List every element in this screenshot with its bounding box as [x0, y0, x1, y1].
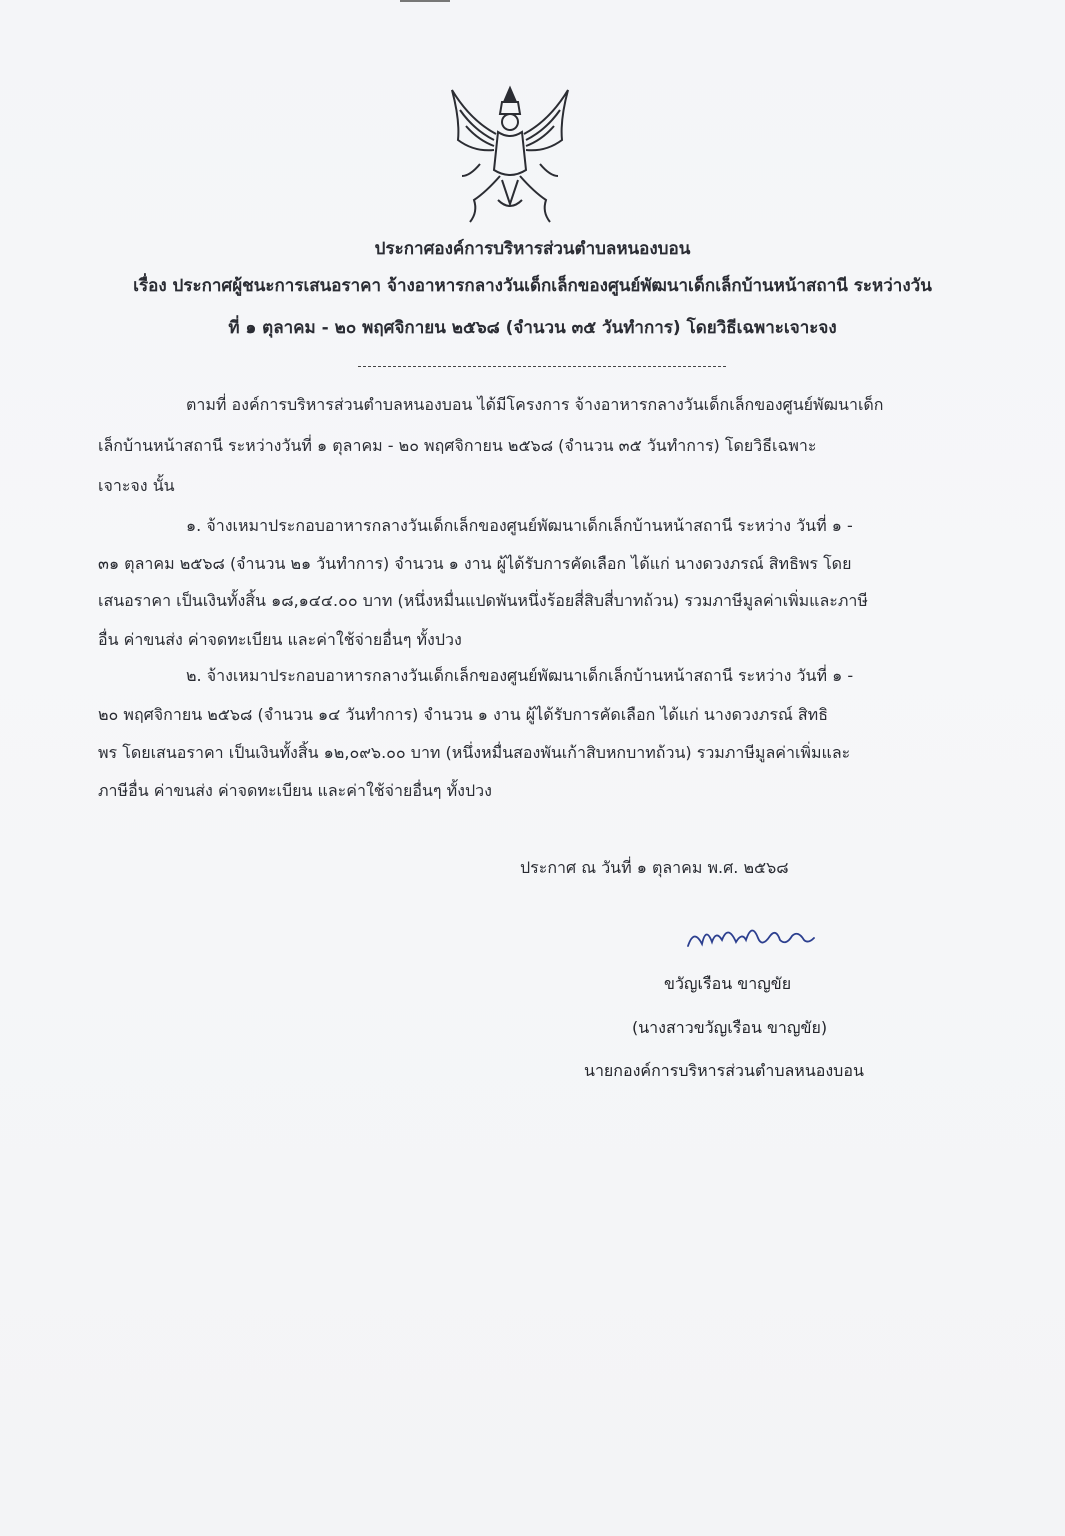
body-line: เจาะจง นั้น	[98, 476, 175, 495]
item-2-line: ภาษีอื่น ค่าขนส่ง ค่าจดทะเบียน และค่าใช้จ่ายอื่นๆ ทั้งปวง	[98, 781, 492, 800]
item-2-line: ๒๐ พฤศจิกายน ๒๕๖๘ (จำนวน ๑๔ วันทำการ) จำนวน ๑ งาน ผู้ได้รับการคัดเลือก ได้แก่ นางดวงภรณ์ สิทธิ	[98, 705, 828, 724]
item-1-line: ๑. จ้างเหมาประกอบอาหารกลางวันเด็กเล็กของศูนย์พัฒนาเด็กเล็กบ้านหน้าสถานี ระหว่าง วันที่ ๑ -	[186, 516, 853, 535]
item-1-line: ๓๑ ตุลาคม ๒๕๖๘ (จำนวน ๒๑ วันทำการ) จำนวน ๑ งาน ผู้ได้รับการคัดเลือก ได้แก่ นางดวงภรณ์ สิทธิพร โดย	[98, 554, 852, 573]
staple-mark	[400, 0, 450, 8]
handwritten-signature	[680, 918, 820, 958]
item-2-line: ๒. จ้างเหมาประกอบอาหารกลางวันเด็กเล็กของศูนย์พัฒนาเด็กเล็กบ้านหน้าสถานี ระหว่าง วันที่ ๑ -	[186, 666, 854, 685]
signer-name: ขวัญเรือน ขาญขัย	[664, 974, 792, 993]
divider-line	[358, 366, 726, 367]
garuda-emblem	[440, 80, 580, 228]
subject-line-2: ที่ ๑ ตุลาคม - ๒๐ พฤศจิกายน ๒๕๖๘ (จำนวน ๓๕ วันทำการ) โดยวิธีเฉพาะเจาะจง	[228, 318, 837, 338]
subject-line-1: เรื่อง ประกาศผู้ชนะการเสนอราคา จ้างอาหารกลางวันเด็กเล็กของศูนย์พัฒนาเด็กเล็กบ้านหน้าสถานี ระหว่างวัน	[133, 276, 932, 296]
signer-title: นายกองค์การบริหารส่วนตำบลหนองบอน	[584, 1061, 864, 1080]
announcement-heading: ประกาศองค์การบริหารส่วนตำบลหนองบอน	[374, 239, 691, 259]
item-1-line: อื่น ค่าขนส่ง ค่าจดทะเบียน และค่าใช้จ่ายอื่นๆ ทั้งปวง	[98, 630, 462, 649]
announcement-date: ประกาศ ณ วันที่ ๑ ตุลาคม พ.ศ. ๒๕๖๘	[520, 858, 789, 877]
body-line: ตามที่ องค์การบริหารส่วนตำบลหนองบอน ได้มีโครงการ จ้างอาหารกลางวันเด็กเล็กของศูนย์พัฒนาเด็ก	[186, 395, 884, 414]
signer-fullname: (นางสาวขวัญเรือน ขาญขัย)	[632, 1018, 828, 1037]
item-2-line: พร โดยเสนอราคา เป็นเงินทั้งสิ้น ๑๒,๐๙๖.๐๐ บาท (หนึ่งหมื่นสองพันเก้าสิบหกบาทถ้วน) รวมภาษีมูลค่าเพิ่มและ	[98, 743, 851, 762]
body-line: เล็กบ้านหน้าสถานี ระหว่างวันที่ ๑ ตุลาคม - ๒๐ พฤศจิกายน ๒๕๖๘ (จำนวน ๓๕ วันทำการ) โดยวิธีเฉพาะ	[98, 436, 817, 455]
item-1-line: เสนอราคา เป็นเงินทั้งสิ้น ๑๘,๑๔๔.๐๐ บาท (หนึ่งหมื่นแปดพันหนึ่งร้อยสี่สิบสี่บาทถ้วน) รวมภาษีมูลค่าเพิ่มและภาษี	[98, 591, 868, 610]
